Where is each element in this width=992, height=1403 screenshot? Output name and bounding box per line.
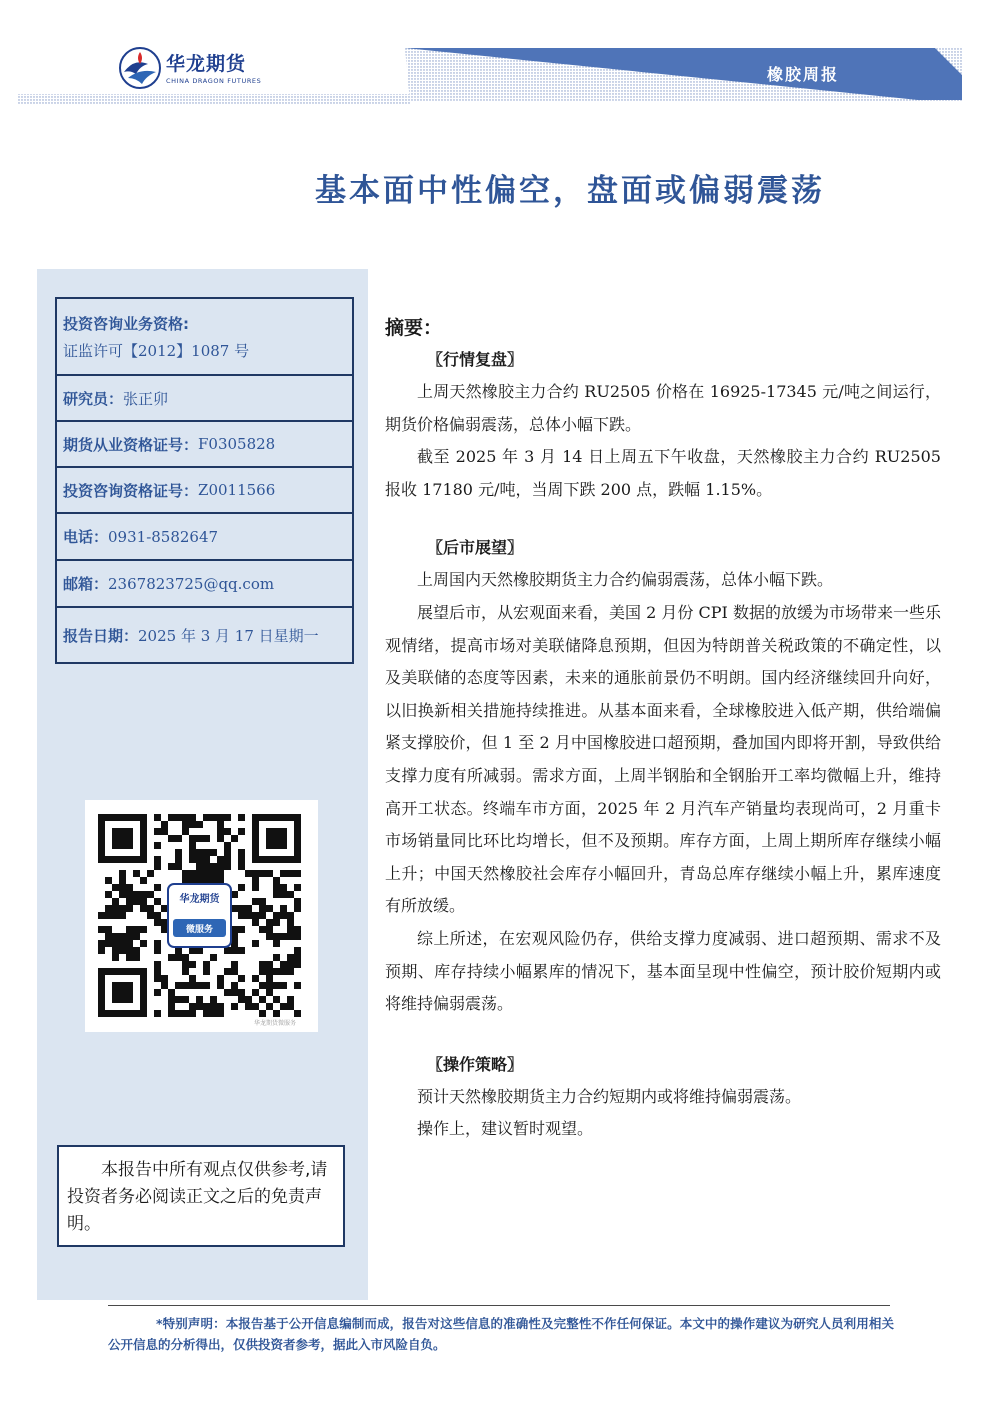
brand-name-cn: 华龙期货 xyxy=(166,53,247,75)
info-row-qualification xyxy=(57,299,352,376)
info-value: Z0011566 xyxy=(198,481,276,499)
qr-finder-pattern xyxy=(112,982,133,1003)
disclaimer-note: 本报告中所有观点仅供参考,请投资者务必阅读正文之后的免责声明。 xyxy=(57,1145,345,1247)
qr-center-label: 微服务 xyxy=(185,925,214,935)
info-row-email xyxy=(57,561,352,608)
info-value: F0305828 xyxy=(198,435,276,453)
info-row-advisory-license xyxy=(57,468,352,514)
report-title: 基本面中性偏空，盘面或偏弱震荡 xyxy=(315,173,825,209)
info-value: 张正卯 xyxy=(123,389,169,408)
qr-finder-pattern xyxy=(112,828,133,849)
qr-code-icon xyxy=(85,800,318,1032)
report-type-label: 橡胶周报 xyxy=(766,65,839,84)
qr-finder-pattern xyxy=(266,828,287,849)
section-title-market-review: 〖行情复盘〗 xyxy=(427,350,524,369)
spacer xyxy=(385,506,941,532)
qr-caption: 华龙期货微服务 xyxy=(254,1020,297,1027)
info-label: 投资咨询业务资格: xyxy=(63,314,189,333)
summary-label: 摘要： xyxy=(385,317,443,339)
info-row-researcher xyxy=(57,376,352,422)
paragraph: 展望后市，从宏观面来看，美国 2 月份 CPI 数据的放缓为市场带来一些乐观情绪，提高市场对美联储降息预期，但因为特朗普关税政策的不确定性，以及美联储的态度等因素，未来的通胀前景仍不明朗。国内经济继续回升向好，以旧换新相关措施持续推进。从基本面来看，全球橡胶进入低产期，供给端偏紧支撑胶价，但 1 至 2 月中国橡胶进口超预期，叠加国内即将开割，导致供给支撑力度有所减弱。需求方面，上周半钢胎和全钢胎开工率均微幅上升，维持高开工状态。终端车市方面，2025 年 2 月汽车产销量均表现尚可，2 月重卡市场销量同比环比均增长，但不及预期。库存方面，上周上期所库存继续小幅上升；中国天然橡胶社会库存小幅回升，青岛总库存继续小幅上升，累库速度有所放缓。 xyxy=(385,602,941,916)
info-row-futures-license xyxy=(57,422,352,468)
qr-center-brand: 华龙期货 xyxy=(179,894,220,905)
info-value: 证监许可【2012】1087 号 xyxy=(63,341,250,360)
info-row-report-date xyxy=(57,608,352,662)
info-row-phone xyxy=(57,514,352,561)
info-label: 研究员： xyxy=(63,389,124,408)
special-statement: *特别声明：本报告基于公开信息编制而成，报告对这些信息的准确性及完整性不作任何保证。本文中的操作建议为研究人员利用相关公开信息的分析得出，仅供投资者参考，据此入市风险自负。 xyxy=(108,1316,894,1352)
paragraph: 操作上，建议暂时观望。 xyxy=(417,1119,594,1139)
info-label: 投资咨询资格证号： xyxy=(63,481,199,500)
paragraph: 截至 2025 年 3 月 14 日上周五下午收盘，天然橡胶主力合约 RU2505 报收 17180 元/吨，当周下跌 200 点，跌幅 1.15%。 xyxy=(385,447,941,499)
brand-name-en: CHINA DRAGON FUTURES xyxy=(166,77,262,85)
info-label: 报告日期： xyxy=(63,626,139,645)
section-title-outlook: 〖后市展望〗 xyxy=(427,538,524,558)
paragraph: 预计天然橡胶期货主力合约短期内或将维持偏弱震荡。 xyxy=(417,1086,802,1106)
info-label: 期货从业资格证号： xyxy=(63,435,199,454)
paragraph: 上周天然橡胶主力合约 RU2505 价格在 16925-17345 元/吨之间运行，期货价格偏弱震荡，总体小幅下跌。 xyxy=(385,382,941,434)
paragraph: 上周国内天然橡胶期货主力合约偏弱震荡，总体小幅下跌。 xyxy=(417,570,834,590)
info-value: 0931-8582647 xyxy=(108,527,219,546)
qr-code-card xyxy=(85,800,318,1032)
spacer xyxy=(385,1021,941,1049)
paragraph: 综上所述，在宏观风险仍存，供给支撑力度减弱、进口超预期、需求不及预期、库存持续小幅累库的情况下，基本面呈现中性偏空，预计胶价短期内或将维持偏弱震荡。 xyxy=(385,928,941,1014)
info-label: 电话： xyxy=(63,528,109,546)
analyst-info-box xyxy=(55,297,354,664)
dragon-wave-logo-icon xyxy=(118,46,162,90)
section-title-strategy: 〖操作策略〗 xyxy=(427,1054,524,1074)
info-value[interactable]: 2367823725@qq.com xyxy=(108,574,275,593)
footer-divider xyxy=(108,1305,890,1306)
info-label: 邮箱： xyxy=(63,575,109,593)
info-value: 2025 年 3 月 17 日星期一 xyxy=(138,626,319,645)
report-body xyxy=(385,305,941,1146)
